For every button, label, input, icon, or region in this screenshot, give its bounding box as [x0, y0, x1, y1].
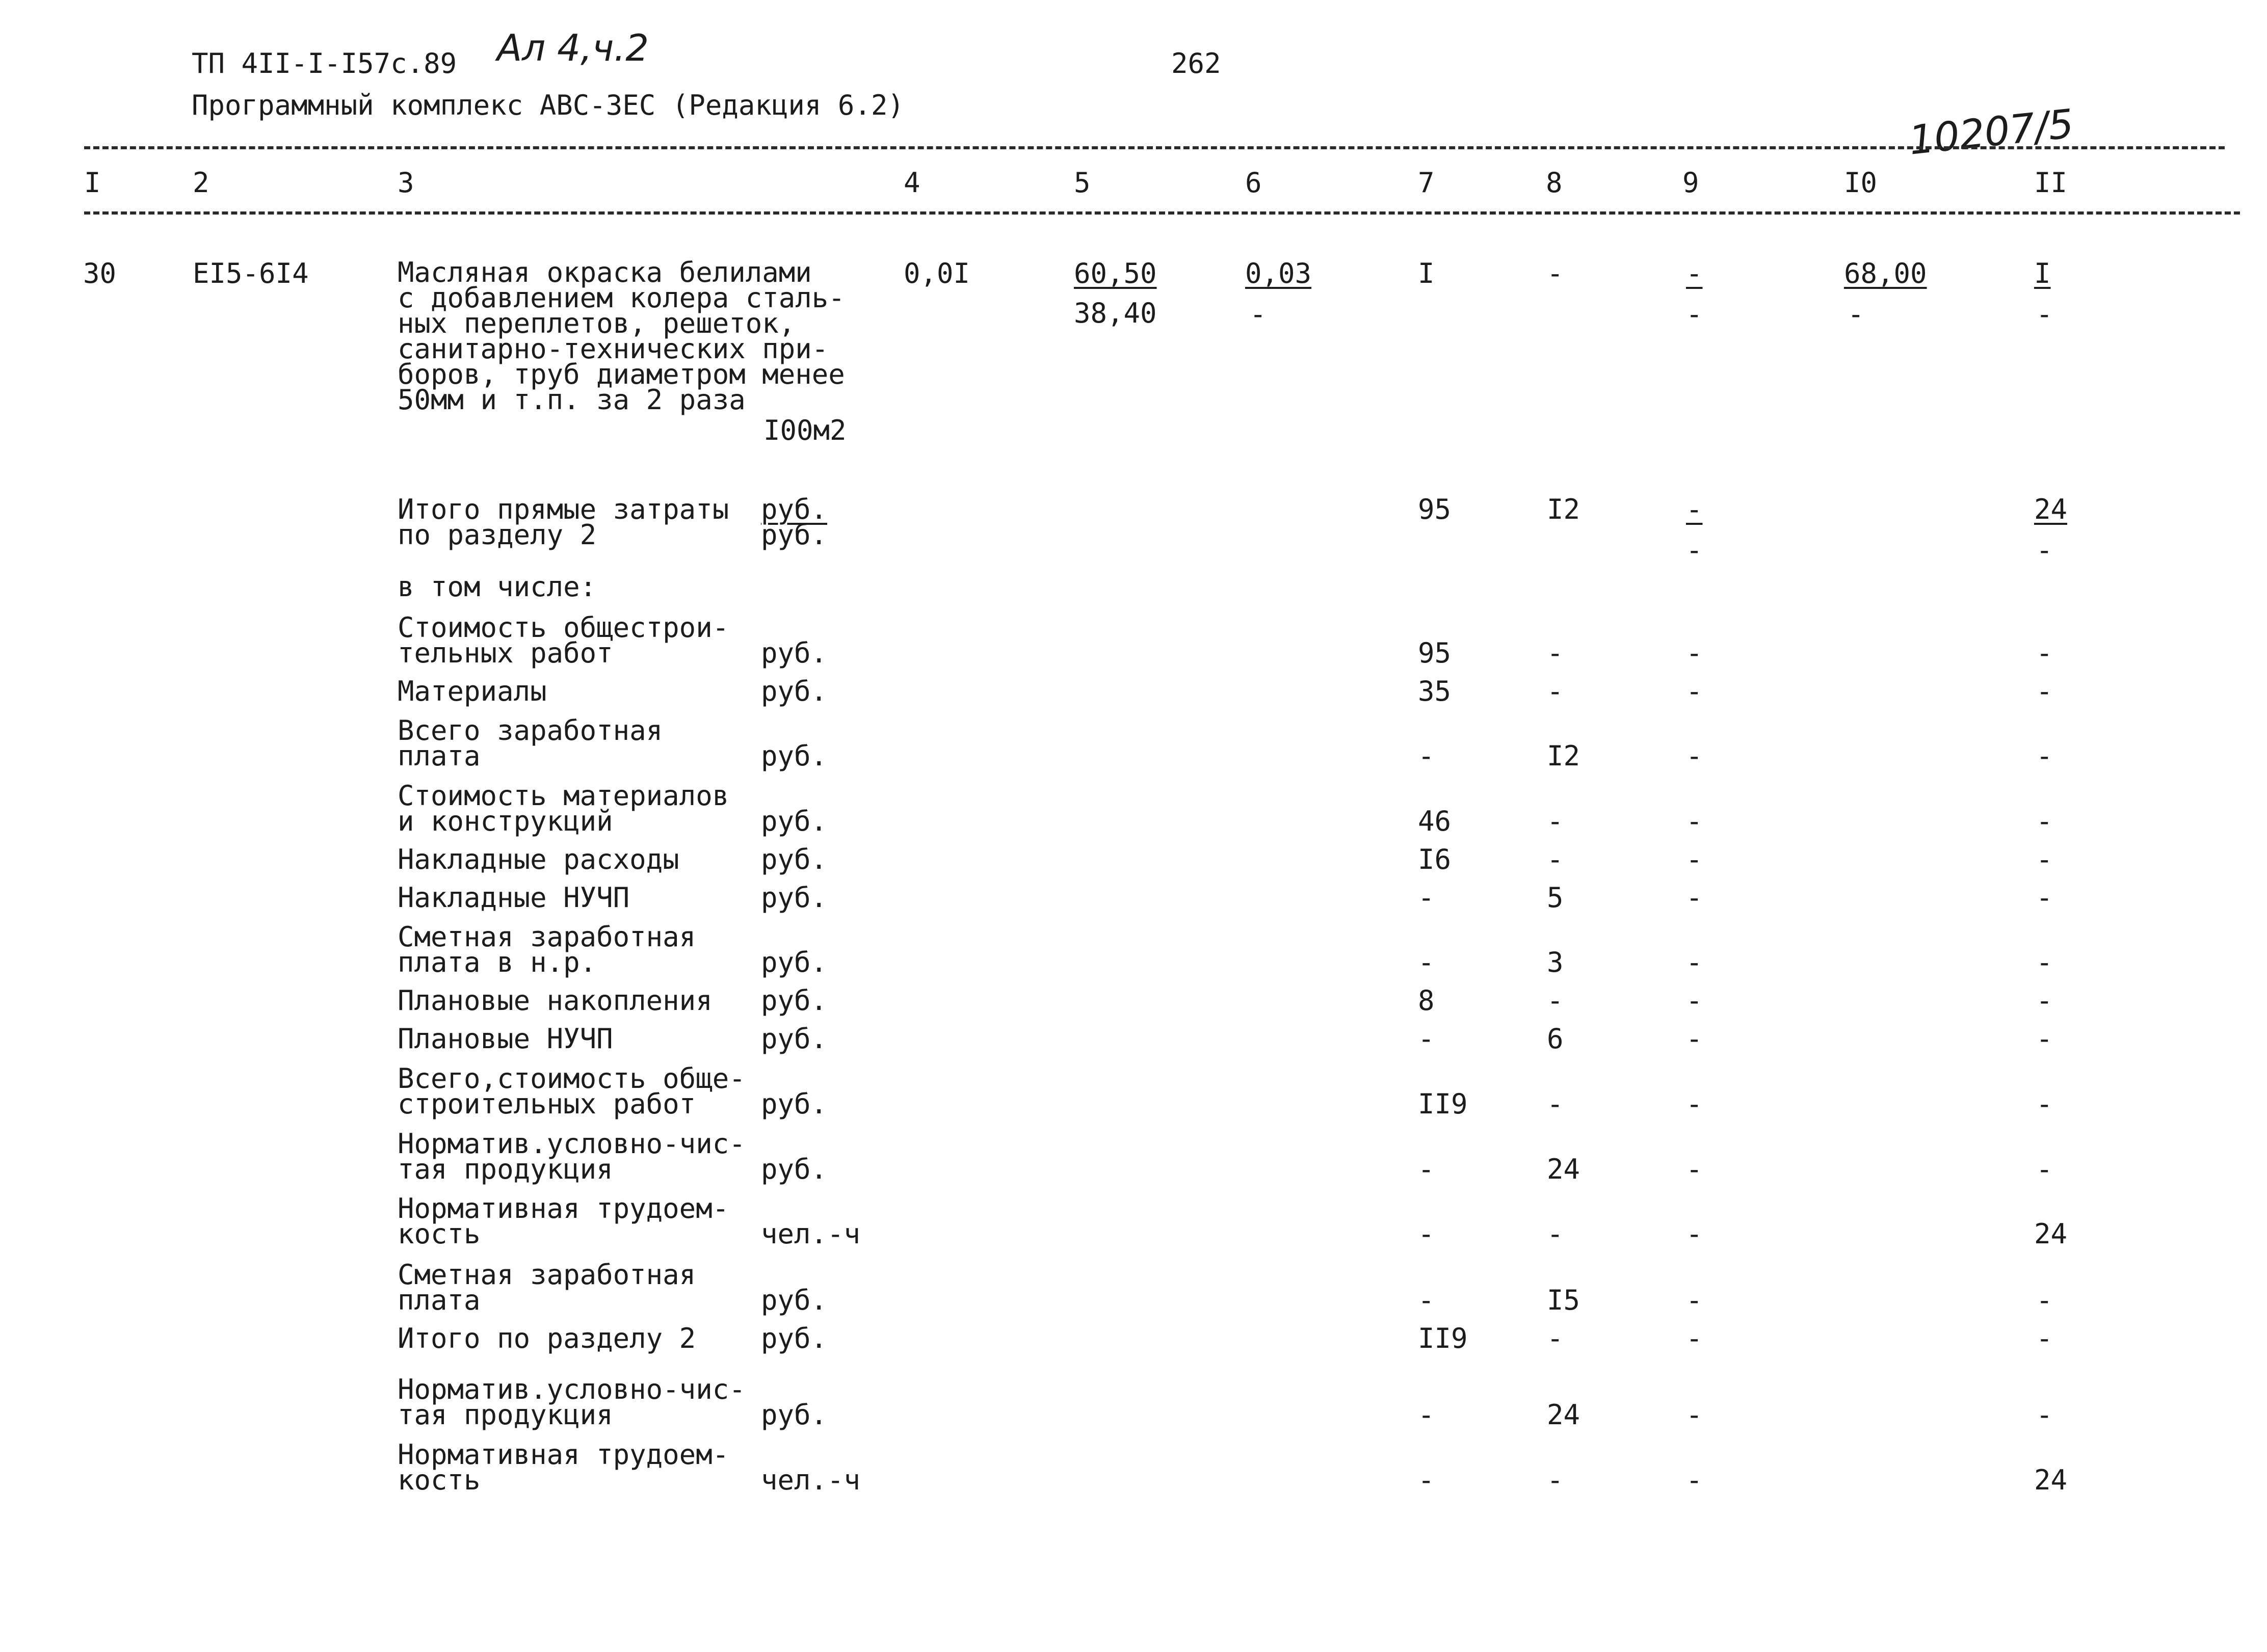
item-price-bottom: 38,40	[1074, 297, 1157, 329]
col-header: I	[84, 167, 101, 199]
row-col8: -	[1547, 805, 1564, 837]
row-label-line2: и конструкций	[398, 805, 613, 837]
row-label-line1: Всего,стоимость обще-	[398, 1062, 746, 1095]
row-col8: -	[1547, 637, 1564, 669]
col-header: 4	[904, 167, 920, 199]
col-header: 9	[1682, 167, 1699, 199]
col-header: 5	[1074, 167, 1091, 199]
row-label-line2: тельных работ	[398, 637, 613, 669]
row-col7: 46	[1418, 805, 1452, 837]
desc-line: Масляная окраска белилами	[398, 256, 812, 288]
row-label-line1: Сметная заработная	[398, 921, 696, 953]
row-col7: -	[1418, 1284, 1435, 1316]
totals-col8: I2	[1547, 493, 1580, 525]
row-unit: руб.	[761, 740, 828, 772]
totals-col7: 95	[1418, 493, 1452, 525]
row-col8: 24	[1547, 1399, 1580, 1431]
row-col11: -	[2036, 946, 2053, 978]
row-unit: руб.	[761, 882, 828, 914]
row-col7: I6	[1418, 843, 1452, 875]
item-col8: -	[1547, 257, 1564, 289]
row-col8: -	[1547, 1218, 1564, 1250]
totals-unit-bottom: руб.	[761, 519, 828, 551]
item-price-top: 60,50	[1074, 257, 1157, 289]
row-label-line1: Плановые накопления	[398, 984, 713, 1017]
row-unit: руб.	[761, 984, 828, 1017]
row-col8: 6	[1547, 1023, 1564, 1055]
row-col11: -	[2036, 1399, 2053, 1431]
totals-line2: по разделу 2	[398, 519, 597, 551]
row-col7: -	[1418, 1218, 1435, 1250]
row-col11: 24	[2034, 1218, 2068, 1250]
col-header: 2	[193, 167, 209, 199]
row-col11: -	[2036, 740, 2053, 772]
row-label-line2: строительных работ	[398, 1088, 696, 1120]
header-rule-top	[84, 146, 2225, 149]
row-col7: -	[1418, 740, 1435, 772]
software-title: Программный комплекс АВС-3ЕС (Редакция 6.2)	[192, 89, 904, 121]
row-col11: 24	[2034, 1464, 2068, 1496]
desc-line: ных переплетов, решеток,	[398, 307, 796, 339]
row-col9: -	[1686, 1088, 1703, 1120]
row-unit: руб.	[761, 843, 828, 875]
header-rule-bottom	[84, 211, 2240, 215]
row-col8: I5	[1547, 1284, 1580, 1316]
item-unit: I00м2	[763, 414, 847, 446]
totals-col9-top: -	[1686, 493, 1703, 525]
row-label-line2: плата	[398, 740, 481, 772]
row-label-line1: Итого по разделу 2	[398, 1322, 696, 1354]
row-col8: -	[1547, 984, 1564, 1017]
desc-line: с добавлением колера сталь-	[398, 282, 845, 314]
row-col9: -	[1686, 1284, 1703, 1316]
item-col6-bottom: -	[1250, 298, 1267, 330]
row-col7: II9	[1418, 1088, 1468, 1120]
col-header: II	[2034, 167, 2068, 199]
row-col8: 3	[1547, 946, 1564, 978]
desc-line: боров, труб диаметром менее	[398, 358, 845, 390]
row-unit: руб.	[761, 946, 828, 978]
doc-code: ТП 4II-I-I57с.89	[192, 47, 457, 79]
row-col11: -	[2036, 882, 2053, 914]
row-label-line2: кость	[398, 1218, 481, 1250]
row-col9: -	[1686, 805, 1703, 837]
item-col9-bottom: -	[1686, 298, 1703, 330]
row-col7: 8	[1418, 984, 1435, 1017]
row-col7: 95	[1418, 637, 1452, 669]
row-col9: -	[1686, 984, 1703, 1017]
row-col8: -	[1547, 843, 1564, 875]
row-col11: -	[2036, 1322, 2053, 1354]
row-col11: -	[2036, 675, 2053, 707]
row-col8: 5	[1547, 882, 1564, 914]
desc-line: санитарно-технических при-	[398, 333, 829, 365]
row-unit: руб.	[761, 1399, 828, 1431]
row-col9: -	[1686, 740, 1703, 772]
item-col11-top: I	[2034, 257, 2051, 289]
row-col7: -	[1418, 946, 1435, 978]
col-header: I0	[1844, 167, 1878, 199]
row-col8: -	[1547, 1322, 1564, 1354]
col-header: 6	[1245, 167, 1262, 199]
including-label: в том числе:	[398, 571, 597, 603]
row-label-line1: Накладные НУЧП	[398, 882, 630, 914]
item-description	[398, 256, 845, 416]
item-qty: 0,0I	[904, 257, 970, 289]
row-label-line1: Норматив.условно-чис-	[398, 1373, 746, 1405]
row-col9: -	[1686, 1399, 1703, 1431]
row-col11: -	[2036, 805, 2053, 837]
row-label-line1: Нормативная трудоем-	[398, 1192, 729, 1224]
item-code: EI5-6I4	[193, 257, 309, 289]
item-col11-bottom: -	[2036, 298, 2053, 330]
row-col9: -	[1686, 1464, 1703, 1496]
item-col6-top: 0,03	[1245, 257, 1312, 289]
row-label-line1: Сметная заработная	[398, 1259, 696, 1291]
row-col8: -	[1547, 1464, 1564, 1496]
row-col8: I2	[1547, 740, 1580, 772]
row-unit: руб.	[761, 1088, 828, 1120]
totals-col11-bottom: -	[2036, 534, 2053, 566]
row-unit: руб.	[761, 805, 828, 837]
row-label-line1: Стоимость материалов	[398, 780, 729, 812]
row-unit: чел.-ч	[761, 1464, 861, 1496]
row-col7: -	[1418, 1399, 1435, 1431]
row-label-line1: Стоимость общестрои-	[398, 611, 729, 644]
row-col9: -	[1686, 843, 1703, 875]
row-col11: -	[2036, 1088, 2053, 1120]
row-label-line1: Плановые НУЧП	[398, 1023, 613, 1055]
item-col7: I	[1418, 257, 1435, 289]
row-label-line1: Норматив.условно-чис-	[398, 1128, 746, 1160]
row-col7: -	[1418, 1464, 1435, 1496]
row-col11: -	[2036, 637, 2053, 669]
item-number: 30	[83, 257, 117, 289]
row-unit: руб.	[761, 1284, 828, 1316]
row-col8: 24	[1547, 1153, 1580, 1185]
row-label-line1: Нормативная трудоем-	[398, 1438, 729, 1471]
row-label-line1: Всего заработная	[398, 714, 663, 747]
desc-line: 50мм и т.п. за 2 раза	[398, 384, 746, 416]
row-col9: -	[1686, 637, 1703, 669]
col-header: 8	[1546, 167, 1563, 199]
page-number: 262	[1171, 47, 1221, 79]
totals-unit-top: руб.	[761, 493, 828, 525]
row-label-line2: тая продукция	[398, 1399, 613, 1431]
row-col9: -	[1686, 882, 1703, 914]
row-label-line2: тая продукция	[398, 1153, 613, 1185]
row-col7: -	[1418, 882, 1435, 914]
row-col11: -	[2036, 843, 2053, 875]
handwritten-mark: Ал 4,ч.2	[497, 26, 649, 69]
totals-col11-top: 24	[2034, 493, 2068, 525]
row-col7: -	[1418, 1153, 1435, 1185]
row-label-line2: плата	[398, 1284, 481, 1316]
row-col9: -	[1686, 946, 1703, 978]
totals-col9-bottom: -	[1686, 534, 1703, 566]
item-col10-bottom: -	[1848, 298, 1864, 330]
row-label-line2: плата в н.р.	[398, 946, 597, 978]
col-header: 3	[398, 167, 414, 199]
row-unit: руб.	[761, 1023, 828, 1055]
row-col9: -	[1686, 1322, 1703, 1354]
row-col7: II9	[1418, 1322, 1468, 1354]
row-col8: -	[1547, 675, 1564, 707]
row-label-line1: Материалы	[398, 675, 547, 707]
row-col11: -	[2036, 1023, 2053, 1055]
handwritten-sheet-number: 10207/5	[1907, 101, 2076, 164]
totals-line1: Итого прямые затраты	[398, 493, 729, 525]
item-col9-top: -	[1686, 257, 1703, 289]
row-unit: руб.	[761, 1322, 828, 1354]
row-col7: 35	[1418, 675, 1452, 707]
row-col11: -	[2036, 1284, 2053, 1316]
row-unit: руб.	[761, 675, 828, 707]
row-unit: руб.	[761, 637, 828, 669]
row-col11: -	[2036, 1153, 2053, 1185]
row-col9: -	[1686, 675, 1703, 707]
row-col8: -	[1547, 1088, 1564, 1120]
col-header: 7	[1418, 167, 1435, 199]
row-col7: -	[1418, 1023, 1435, 1055]
row-col9: -	[1686, 1153, 1703, 1185]
row-unit: чел.-ч	[761, 1218, 861, 1250]
row-label-line1: Накладные расходы	[398, 843, 679, 875]
row-col9: -	[1686, 1218, 1703, 1250]
row-unit: руб.	[761, 1153, 828, 1185]
item-col10-top: 68,00	[1844, 257, 1927, 289]
row-col9: -	[1686, 1023, 1703, 1055]
row-col11: -	[2036, 984, 2053, 1017]
row-label-line2: кость	[398, 1464, 481, 1496]
